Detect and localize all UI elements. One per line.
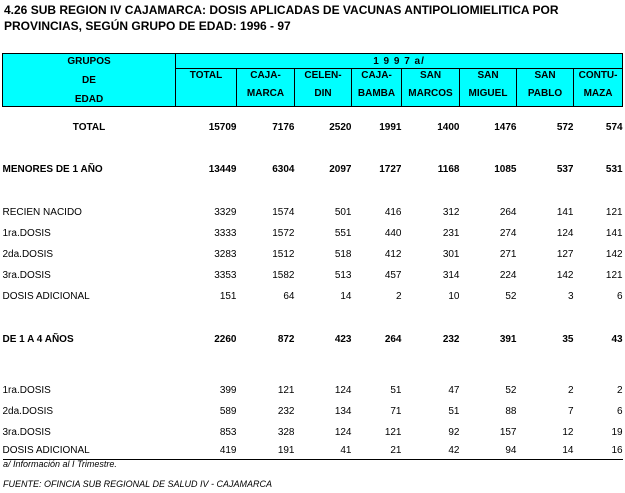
cell: 7176: [272, 121, 295, 133]
row-label: 3ra.DOSIS: [2, 426, 51, 438]
cell: 391: [499, 333, 517, 345]
cell: 88: [505, 405, 517, 417]
col-san-marcos-l2: MARCOS: [408, 88, 453, 100]
cell: 423: [334, 333, 352, 345]
col-san-miguel: [460, 69, 517, 107]
table-row: [3, 244, 623, 265]
table-title: [4, 2, 619, 34]
grupos-line-2: DE: [82, 74, 96, 86]
table-row: [3, 380, 623, 401]
table-row: [3, 202, 623, 223]
row-label: TOTAL: [72, 121, 106, 133]
col-cajabamba-l1: CAJA-: [361, 70, 392, 82]
cell: 6304: [272, 163, 295, 175]
col-san-marcos: [402, 69, 460, 107]
cell: 2: [617, 384, 623, 396]
cell: 1574: [272, 206, 295, 218]
cell: 14: [517, 443, 574, 460]
cell: 501: [334, 206, 352, 218]
source-note: FUENTE: OFINCIA SUB REGIONAL DE SALUD IV - CAJAMARCA: [3, 479, 273, 489]
cell: 440: [384, 227, 402, 239]
cell: 872: [277, 333, 295, 345]
row-label: 3ra.DOSIS: [2, 269, 51, 281]
col-celendin-l2: DIN: [314, 88, 332, 100]
cell: 551: [334, 227, 352, 239]
cell: 399: [219, 384, 237, 396]
cell: 2: [567, 384, 574, 396]
cell: 127: [556, 248, 574, 260]
cell: 121: [605, 206, 623, 218]
cell: 6: [617, 405, 623, 417]
cell: 7: [567, 405, 574, 417]
cell: 121: [277, 384, 295, 396]
cell: 231: [442, 227, 460, 239]
table-row: [3, 422, 623, 443]
col-celendin: [295, 69, 352, 107]
row-label: DOSIS ADICIONAL: [2, 290, 90, 302]
cell: 141: [556, 206, 574, 218]
cell: 121: [384, 426, 402, 438]
cell: 21: [352, 443, 402, 460]
cell: 513: [334, 269, 352, 281]
cell: 3353: [214, 269, 237, 281]
col-contumaza: [574, 69, 623, 107]
cell: 1400: [437, 121, 460, 133]
cell: 589: [219, 405, 237, 417]
grupos-line-3: EDAD: [74, 93, 104, 105]
table-row: [3, 401, 623, 422]
cell: 2520: [329, 121, 352, 133]
col-san-miguel-l2: MIGUEL: [468, 88, 508, 100]
row-label: RECIEN NACIDO: [2, 206, 82, 218]
cell: 274: [499, 227, 517, 239]
title-line-2: PROVINCIAS, SEGÚN GRUPO DE EDAD: 1996 - 97: [4, 19, 291, 33]
row-label: DOSIS ADICIONAL: [3, 443, 176, 460]
cell: 1582: [272, 269, 295, 281]
cell: 314: [442, 269, 460, 281]
cell: 2260: [214, 333, 237, 345]
col-contumaza-l2: MAZA: [583, 88, 613, 100]
col-cajamarca: [237, 69, 295, 107]
cell: 264: [384, 333, 402, 345]
year-header: 1 9 9 7 a/: [176, 54, 623, 69]
cell: 43: [611, 333, 623, 345]
cell: 1476: [494, 121, 517, 133]
cell: 92: [448, 426, 460, 438]
cell: 41: [295, 443, 352, 460]
cell: 853: [219, 426, 237, 438]
cell: 3283: [214, 248, 237, 260]
cell: 1512: [272, 248, 295, 260]
cell: 47: [448, 384, 460, 396]
vaccine-doses-table: [2, 53, 623, 460]
cell: 3: [567, 290, 574, 302]
cell: 52: [505, 384, 517, 396]
col-contumaza-l1: CONTU-: [578, 70, 618, 82]
cell: 157: [499, 426, 517, 438]
cell: 457: [384, 269, 402, 281]
grupos-line-1: GRUPOS: [67, 55, 111, 67]
cell: 1991: [379, 121, 402, 133]
cell: 124: [334, 426, 352, 438]
col-san-pablo: [517, 69, 574, 107]
cell: 124: [556, 227, 574, 239]
row-label: DE 1 A 4 AÑOS: [2, 333, 74, 345]
cell: 1727: [379, 163, 402, 175]
col-san-marcos-l1: SAN: [419, 70, 442, 82]
cell: 12: [562, 426, 574, 438]
header-row-1: [3, 54, 623, 69]
row-label: MENORES DE 1 AÑO: [2, 163, 103, 175]
cell: 2097: [329, 163, 352, 175]
cell: 51: [448, 405, 460, 417]
cell: 224: [499, 269, 517, 281]
cell: 124: [334, 384, 352, 396]
cell: 419: [176, 443, 237, 460]
title-line-1: 4.26 SUB REGION IV CAJAMARCA: DOSIS APLICADAS DE VACUNAS ANTIPOLIOMIELITICA POR: [4, 3, 559, 17]
cell: 3333: [214, 227, 237, 239]
cell: 94: [460, 443, 517, 460]
cell: 312: [442, 206, 460, 218]
cell: 416: [384, 206, 402, 218]
cell: 328: [277, 426, 295, 438]
col-cajabamba: [352, 69, 402, 107]
row-label: 1ra.DOSIS: [2, 227, 51, 239]
cell: 15709: [208, 121, 237, 133]
table-row: [3, 443, 623, 460]
grupos-header: [3, 54, 176, 107]
cell: 35: [562, 333, 574, 345]
col-san-miguel-l1: SAN: [477, 70, 499, 82]
cell: 19: [611, 426, 623, 438]
table-row: [3, 223, 623, 244]
col-san-pablo-l1: SAN: [534, 70, 556, 82]
table-row: [3, 117, 623, 138]
col-total: [176, 69, 237, 107]
cell: 6: [617, 290, 623, 302]
cell: 64: [283, 290, 295, 302]
cell: 232: [277, 405, 295, 417]
cell: 412: [384, 248, 402, 260]
cell: 121: [605, 269, 623, 281]
cell: 134: [334, 405, 352, 417]
cell: 518: [334, 248, 352, 260]
row-label: 1ra.DOSIS: [2, 384, 51, 396]
table-row: [3, 286, 623, 307]
col-cajabamba-l2: BAMBA: [357, 88, 396, 100]
cell: 142: [556, 269, 574, 281]
cell: 531: [605, 163, 623, 175]
cell: 271: [499, 248, 517, 260]
cell: 141: [605, 227, 623, 239]
cell: 52: [505, 290, 517, 302]
footnote: a/ Información al I Trimestre.: [3, 459, 117, 469]
cell: 1168: [437, 163, 460, 175]
cell: 10: [448, 290, 460, 302]
row-label: 2da.DOSIS: [2, 248, 54, 260]
cell: 191: [237, 443, 295, 460]
cell: 572: [556, 121, 574, 133]
cell: 142: [605, 248, 623, 260]
table-row: [3, 265, 623, 286]
col-celendin-l1: CELEN-: [304, 70, 342, 82]
cell: 1085: [494, 163, 517, 175]
table-row: [3, 329, 623, 350]
table-row: [3, 159, 623, 180]
cell: 13449: [208, 163, 237, 175]
cell: 3329: [214, 206, 237, 218]
col-cajamarca-l1: CAJA-: [250, 70, 281, 82]
cell: 51: [390, 384, 402, 396]
cell: 14: [340, 290, 352, 302]
cell: 2: [395, 290, 402, 302]
cell: 71: [390, 405, 402, 417]
col-cajamarca-l2: MARCA: [246, 88, 285, 100]
cell: 537: [556, 163, 574, 175]
cell: 232: [442, 333, 460, 345]
cell: 1572: [272, 227, 295, 239]
cell: 42: [402, 443, 460, 460]
cell: 151: [219, 290, 237, 302]
col-total-l1: TOTAL: [189, 70, 223, 82]
cell: 574: [605, 121, 623, 133]
cell: 16: [574, 443, 623, 460]
cell: 264: [499, 206, 517, 218]
cell: 301: [442, 248, 460, 260]
col-san-pablo-l2: PABLO: [527, 88, 563, 100]
row-label: 2da.DOSIS: [2, 405, 54, 417]
